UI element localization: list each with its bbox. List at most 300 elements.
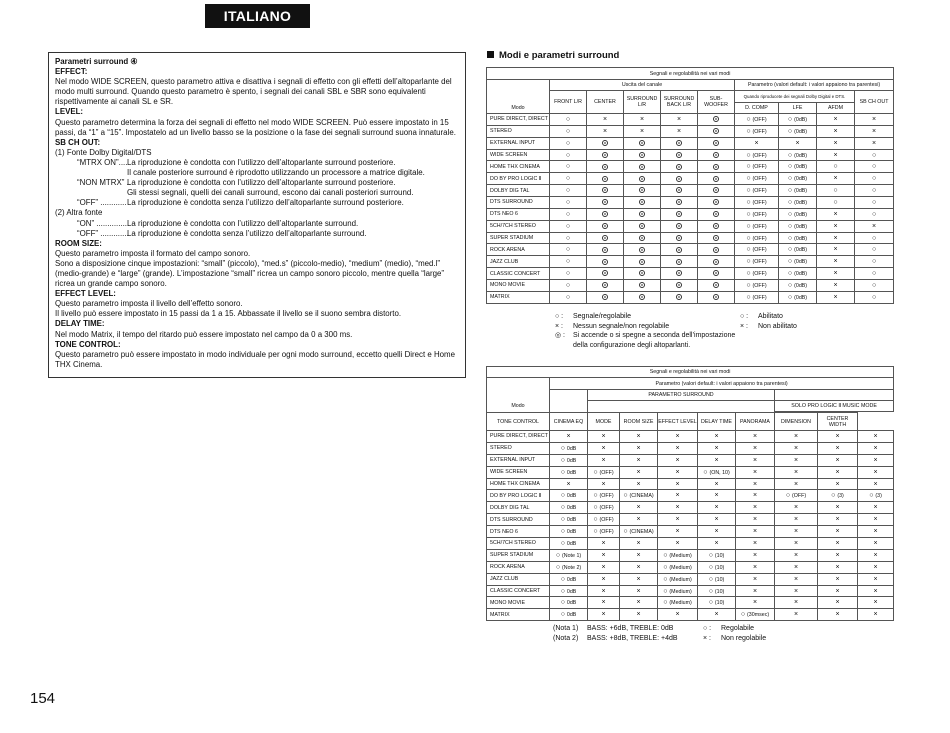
t1-cell: [587, 220, 624, 232]
cross-icon: ×: [793, 516, 799, 524]
square-bullet-icon: [487, 51, 494, 58]
t2-solo-header: SOLO PRO LOGIC Ⅱ MUSIC MODE: [775, 401, 894, 412]
t1-mode-cell: WIDE SCREEN: [487, 149, 550, 161]
t1-cell: [587, 197, 624, 209]
cell-value: (OFF): [752, 259, 767, 266]
t2-cell: [698, 502, 736, 514]
circle-icon: ○: [787, 127, 795, 135]
t2-row: [487, 431, 894, 443]
cross-icon: ×: [752, 492, 758, 500]
t2-cell: [620, 478, 658, 490]
t2-cell: [550, 514, 588, 526]
circle-icon: ○: [565, 222, 571, 230]
t1-cell: [855, 185, 894, 197]
double-circle-icon: [676, 176, 682, 182]
double-circle-icon: [713, 247, 719, 253]
cross-icon: ×: [833, 151, 838, 159]
cross-icon: ×: [601, 456, 606, 464]
double-circle-icon: [713, 223, 719, 229]
t2-col-header: DELAY TIME: [698, 413, 736, 431]
circle-icon: ○: [746, 115, 753, 123]
surround-parameters-box: [48, 52, 466, 378]
t2-col-header: EFFECT LEVEL: [658, 413, 698, 431]
double-circle-icon: [713, 164, 719, 170]
t2-cell: [818, 538, 858, 550]
cell-value: (0dB): [794, 152, 808, 159]
cell-value: 0dB: [566, 457, 577, 464]
t2-cell: [858, 514, 894, 526]
cell-value: (10): [714, 564, 725, 571]
circle-icon: ○: [593, 516, 600, 524]
cell-value: 0dB: [566, 517, 577, 524]
t2-cell: [658, 431, 698, 443]
cross-icon: ×: [675, 444, 680, 452]
t1-cell: [817, 114, 855, 126]
t1-col-afdm: AFDM: [817, 103, 855, 114]
t2-cell: [858, 585, 894, 597]
t1-cell: [735, 197, 779, 209]
t2-cell: [775, 597, 818, 609]
t2-cell: [658, 454, 698, 466]
cross-icon: ×: [752, 563, 758, 571]
t2-cell: [658, 478, 698, 490]
t1-row: [487, 114, 894, 126]
t2-mode-cell: SUPER STADIUM: [487, 549, 550, 561]
circle-icon: ○: [593, 528, 600, 536]
double-circle-icon: [639, 187, 645, 193]
double-circle-icon: [639, 152, 645, 158]
circle-icon: ○: [560, 528, 567, 536]
src1-option: [55, 178, 459, 188]
t2-cell: [818, 549, 858, 561]
src1-option-text: Gli stessi segnali, quelli dei canali surround, escono dai canali posteriori surround.: [127, 188, 414, 198]
double-circle-icon: [639, 247, 645, 253]
cross-icon: ×: [675, 504, 680, 512]
t2-cell: [698, 514, 736, 526]
t2-cell: [620, 573, 658, 585]
t2-cell: [736, 478, 775, 490]
t2-blank: [550, 390, 588, 413]
t2-cell: [775, 454, 818, 466]
cell-value: (10): [714, 588, 725, 595]
circle-icon: ○: [593, 468, 600, 476]
circle-icon: ○: [560, 599, 567, 607]
double-circle-icon: [602, 152, 608, 158]
cross-icon: ×: [873, 456, 878, 464]
double-circle-icon: [713, 211, 719, 217]
t1-cell: [587, 256, 624, 268]
src1-option: [55, 188, 459, 198]
t2-col-header: ROOM SIZE: [620, 413, 658, 431]
t2-legend-symbol: ○ :: [703, 625, 712, 632]
t1-row: [487, 232, 894, 244]
t1-mode-cell: DTS NEO 6: [487, 208, 550, 220]
t1-cell: [735, 232, 779, 244]
t2-cell: [775, 549, 818, 561]
cross-icon: ×: [833, 175, 838, 183]
t1-cell: [698, 220, 735, 232]
t2-cell: [550, 585, 588, 597]
t2-row: [487, 442, 894, 454]
t1-cell: [587, 185, 624, 197]
circle-icon: ○: [787, 281, 795, 289]
t1-cell: [550, 173, 587, 185]
cell-value: (0dB): [794, 116, 808, 123]
t2-cell: [858, 526, 894, 538]
t1-legend-right-text: Non abilitato: [758, 322, 797, 330]
t2-cell: [818, 597, 858, 609]
t2-row: [487, 466, 894, 478]
t2-surround-header: PARAMETRO SURROUND: [588, 390, 775, 401]
circle-icon: ○: [708, 575, 715, 583]
t1-row: [487, 173, 894, 185]
circle-icon: ○: [593, 504, 600, 512]
t1-col-dcomp: D. COMP: [735, 103, 779, 114]
cross-icon: ×: [752, 516, 758, 524]
t2-cell: [698, 549, 736, 561]
t2-cell: [698, 431, 736, 443]
t2-notes: [553, 624, 678, 643]
cell-value: 0dB: [566, 469, 577, 476]
t2-cell: [620, 609, 658, 621]
t1-title: Segnali e regolabilità nei vari modi: [487, 68, 894, 80]
cell-value: (10): [714, 552, 725, 559]
circle-icon: ○: [871, 163, 877, 171]
t1-cell: [735, 244, 779, 256]
circle-icon: ○: [787, 187, 795, 195]
circle-icon: ○: [871, 281, 877, 289]
cross-icon: ×: [752, 444, 758, 452]
t1-cell: [624, 208, 661, 220]
t1-legend-symbol: [555, 341, 573, 351]
t1-cell: [624, 137, 661, 149]
t1-cell: [661, 197, 698, 209]
t1-cell: [550, 161, 587, 173]
t1-legend-right-symbol: ○ :: [740, 313, 749, 320]
t2-mode-cell: EXTERNAL INPUT: [487, 454, 550, 466]
circle-icon: ○: [623, 528, 630, 536]
t2-cell: [588, 573, 620, 585]
circle-icon: ○: [787, 258, 795, 266]
cell-value: (CINEMA): [629, 529, 654, 536]
cross-icon: ×: [835, 504, 840, 512]
t1-legend-right-text: Abilitato: [758, 313, 783, 320]
cross-icon: ×: [601, 444, 606, 452]
cell-value: (3): [875, 493, 882, 500]
section-title: [487, 50, 619, 61]
double-circle-icon: [639, 140, 645, 146]
t2-cell: [550, 538, 588, 550]
cross-icon: ×: [636, 587, 641, 595]
t2-cell: [858, 549, 894, 561]
t2-cell: [698, 561, 736, 573]
t1-cell: [735, 185, 779, 197]
t1-cell: [855, 125, 894, 137]
t2-cell: [620, 431, 658, 443]
src2-option-key: “ON” ...............: [77, 218, 130, 228]
effect-level-heading: EFFECT LEVEL:: [55, 289, 116, 299]
cross-icon: ×: [752, 504, 758, 512]
cross-icon: ×: [793, 468, 799, 476]
double-circle-icon: [713, 152, 719, 158]
circle-icon: ○: [593, 492, 600, 500]
circle-icon: ○: [708, 563, 715, 571]
circle-icon: ○: [555, 551, 563, 559]
t2-cell: [775, 490, 818, 502]
t1-col-surround-back: SURROUND BACK L/R: [661, 91, 698, 114]
t2-cell: [858, 597, 894, 609]
circle-icon: ○: [833, 198, 838, 206]
circle-icon: ○: [871, 175, 877, 183]
src1-option-key: “MTRX ON”....: [77, 157, 128, 167]
t1-cell: [587, 244, 624, 256]
t1-cell: [735, 149, 779, 161]
t1-cell: [855, 208, 894, 220]
double-circle-icon: [676, 140, 682, 146]
cross-icon: ×: [714, 444, 719, 452]
cross-icon: ×: [872, 222, 877, 230]
t2-cell: [550, 442, 588, 454]
t2-cell: [658, 561, 698, 573]
t2-cell: [858, 561, 894, 573]
cell-value: (OFF): [752, 235, 767, 242]
cross-icon: ×: [752, 551, 758, 559]
t1-mode-cell: EXTERNAL INPUT: [487, 137, 550, 149]
cross-icon: ×: [636, 611, 641, 619]
double-circle-icon: [713, 235, 719, 241]
double-circle-icon: [713, 176, 719, 182]
t1-row: [487, 185, 894, 197]
level-text: Questo parametro determina la forza dei segnali di effetto nel modo WIDE SCREEN. Può essere impostato in 15 passi, da “1” a “15”. Impostatelo ad un livello basso se la posizione o la fase dei segnali surround suona innaturale.: [55, 117, 456, 137]
cross-icon: ×: [835, 575, 840, 583]
t2-cell: [588, 431, 620, 443]
t1-row: [487, 291, 894, 303]
cell-value: (Note 1): [562, 552, 582, 559]
t2-legend-item: [703, 634, 766, 644]
t2-cell: [588, 538, 620, 550]
circle-icon: ○: [785, 492, 793, 500]
cross-icon: ×: [714, 492, 719, 500]
cell-value: (OFF): [599, 529, 614, 536]
circle-icon: ○: [833, 163, 838, 171]
t1-cell: [661, 137, 698, 149]
t2-cell: [620, 502, 658, 514]
effect-level-text-2: Il livello può essere impostato in 15 passi da 1 a 15. Abbassate il livello se il suono sembra distorto.: [55, 309, 402, 319]
t1-cell: [735, 268, 779, 280]
t2-cell: [658, 549, 698, 561]
t1-cell: [735, 280, 779, 292]
t2-cell: [858, 454, 894, 466]
cross-icon: ×: [714, 504, 719, 512]
cross-icon: ×: [793, 575, 799, 583]
src1-option: [55, 198, 459, 208]
t1-cell: [661, 244, 698, 256]
t2-cell: [775, 442, 818, 454]
t1-cell: [855, 232, 894, 244]
t2-cell: [588, 514, 620, 526]
cross-icon: ×: [601, 587, 606, 595]
cross-icon: ×: [835, 468, 840, 476]
t1-cell: [587, 114, 624, 126]
double-circle-icon: [713, 282, 719, 288]
circle-icon: ○: [663, 599, 670, 607]
t1-cell: [698, 197, 735, 209]
cross-icon: ×: [714, 539, 719, 547]
cell-value: 0dB: [566, 445, 577, 452]
t2-blank-2: [775, 390, 894, 401]
cell-value: (Note 2): [562, 564, 582, 571]
double-circle-icon: [713, 270, 719, 276]
t1-legend-text: Segnale/regolabile: [573, 313, 631, 320]
cross-icon: ×: [675, 456, 680, 464]
t1-cell: [661, 173, 698, 185]
cross-icon: ×: [793, 539, 799, 547]
t1-col-center: CENTER: [587, 91, 624, 114]
t1-cell: [779, 244, 817, 256]
t2-mode-cell: ROCK ARENA: [487, 561, 550, 573]
t2-cell: [736, 573, 775, 585]
t2-cell: [698, 526, 736, 538]
t1-legend-symbol: × :: [555, 322, 563, 330]
src1-option-key: “NON MTRX” ..: [77, 178, 131, 188]
t2-cell: [818, 490, 858, 502]
cell-value: (10): [714, 600, 725, 607]
cell-value: (OFF): [599, 517, 614, 524]
t1-cell: [550, 197, 587, 209]
cross-icon: ×: [636, 456, 641, 464]
circle-icon: ○: [746, 246, 753, 254]
t1-legend-text: Si accende o si spegne a seconda dell’impostazione: [573, 332, 736, 340]
double-circle-icon: [713, 140, 719, 146]
t1-cell: [855, 220, 894, 232]
t1-cell: [817, 149, 855, 161]
cell-value: (0dB): [794, 259, 808, 266]
cell-value: 0dB: [566, 588, 577, 595]
t1-row: [487, 125, 894, 137]
t1-col-lfe: LFE: [779, 103, 817, 114]
t1-cell: [855, 291, 894, 303]
t1-cell: [698, 208, 735, 220]
cross-icon: ×: [601, 551, 606, 559]
t2-cell: [736, 609, 775, 621]
t1-cell: [661, 268, 698, 280]
double-circle-icon: [602, 247, 608, 253]
double-circle-icon: [639, 259, 645, 265]
t1-cell: [779, 125, 817, 137]
cross-icon: ×: [873, 444, 878, 452]
t2-cell: [588, 609, 620, 621]
t2-cell: [775, 502, 818, 514]
t2-cell: [775, 514, 818, 526]
t1-mode-cell: 5CH/7CH STEREO: [487, 220, 550, 232]
cross-icon: ×: [714, 432, 719, 440]
t1-cell: [624, 244, 661, 256]
circle-icon: ○: [708, 551, 715, 559]
t1-mode-header: Modo: [487, 80, 550, 114]
cross-icon: ×: [752, 587, 758, 595]
cell-value: 0dB: [566, 505, 577, 512]
src1-option: [55, 158, 459, 168]
cross-icon: ×: [566, 480, 571, 488]
cross-icon: ×: [752, 575, 758, 583]
t1-cell: [735, 161, 779, 173]
circle-icon: ○: [560, 611, 567, 619]
double-circle-icon: [676, 247, 682, 253]
circle-icon: ○: [565, 270, 571, 278]
t1-cell: [587, 137, 624, 149]
t1-cell: [624, 291, 661, 303]
cell-value: 0dB: [566, 600, 577, 607]
t1-param-sub: Quando riproducete dei segnali Dolby Digital e DTS.: [735, 91, 855, 103]
cross-icon: ×: [793, 528, 799, 536]
t1-legend-text: Nessun segnale/non regolabile: [573, 322, 670, 330]
cell-value: (OFF): [792, 493, 807, 500]
cell-value: 0dB: [566, 493, 577, 500]
cell-value: (0dB): [794, 235, 808, 242]
t2-cell: [550, 597, 588, 609]
src1-option-key: [55, 168, 127, 178]
cross-icon: ×: [752, 480, 758, 488]
t1-cell: [550, 125, 587, 137]
t2-note-text: BASS: +8dB, TREBLE: +4dB: [587, 634, 678, 642]
circle-icon: ○: [565, 151, 571, 159]
t1-cell: [817, 256, 855, 268]
cross-icon: ×: [873, 432, 878, 440]
circle-icon: ○: [746, 163, 753, 171]
t2-row: [487, 561, 894, 573]
t2-cell: [588, 549, 620, 561]
circle-icon: ○: [560, 492, 567, 500]
cell-value: (0dB): [794, 223, 808, 230]
cell-value: (OFF): [752, 294, 767, 301]
t1-cell: [779, 114, 817, 126]
t2-cell: [775, 573, 818, 585]
t2-mode-cell: STEREO: [487, 442, 550, 454]
circle-icon: ○: [560, 504, 567, 512]
circle-icon: ○: [565, 258, 571, 266]
double-circle-icon: [639, 176, 645, 182]
effect-level-text: Questo parametro imposta il livello dell’effetto sonoro.: [55, 299, 243, 309]
cross-icon: ×: [636, 444, 641, 452]
circle-icon: ○: [787, 163, 795, 171]
cross-icon: ×: [601, 611, 606, 619]
cross-icon: ×: [636, 551, 641, 559]
cross-icon: ×: [714, 611, 719, 619]
t1-cell: [735, 125, 779, 137]
t2-cell: [620, 561, 658, 573]
t2-cell: [550, 478, 588, 490]
cross-icon: ×: [833, 115, 838, 123]
cell-value: (Medium): [669, 576, 692, 583]
t1-cell: [735, 114, 779, 126]
cross-icon: ×: [835, 432, 840, 440]
circle-icon: ○: [565, 187, 571, 195]
cross-icon: ×: [636, 599, 641, 607]
cell-value: (0dB): [794, 128, 808, 135]
t2-cell: [818, 609, 858, 621]
t2-note-text: BASS: +6dB, TREBLE: 0dB: [587, 625, 674, 632]
sbch-heading: SB CH OUT:: [55, 137, 101, 147]
circle-icon: ○: [565, 163, 571, 171]
cross-icon: ×: [639, 127, 645, 135]
t1-cell: [661, 161, 698, 173]
t1-cell: [817, 280, 855, 292]
cell-value: (OFF): [752, 176, 767, 183]
level-heading: LEVEL:: [55, 107, 84, 117]
t2-row: [487, 454, 894, 466]
t2-cell: [775, 466, 818, 478]
cross-icon: ×: [793, 456, 799, 464]
